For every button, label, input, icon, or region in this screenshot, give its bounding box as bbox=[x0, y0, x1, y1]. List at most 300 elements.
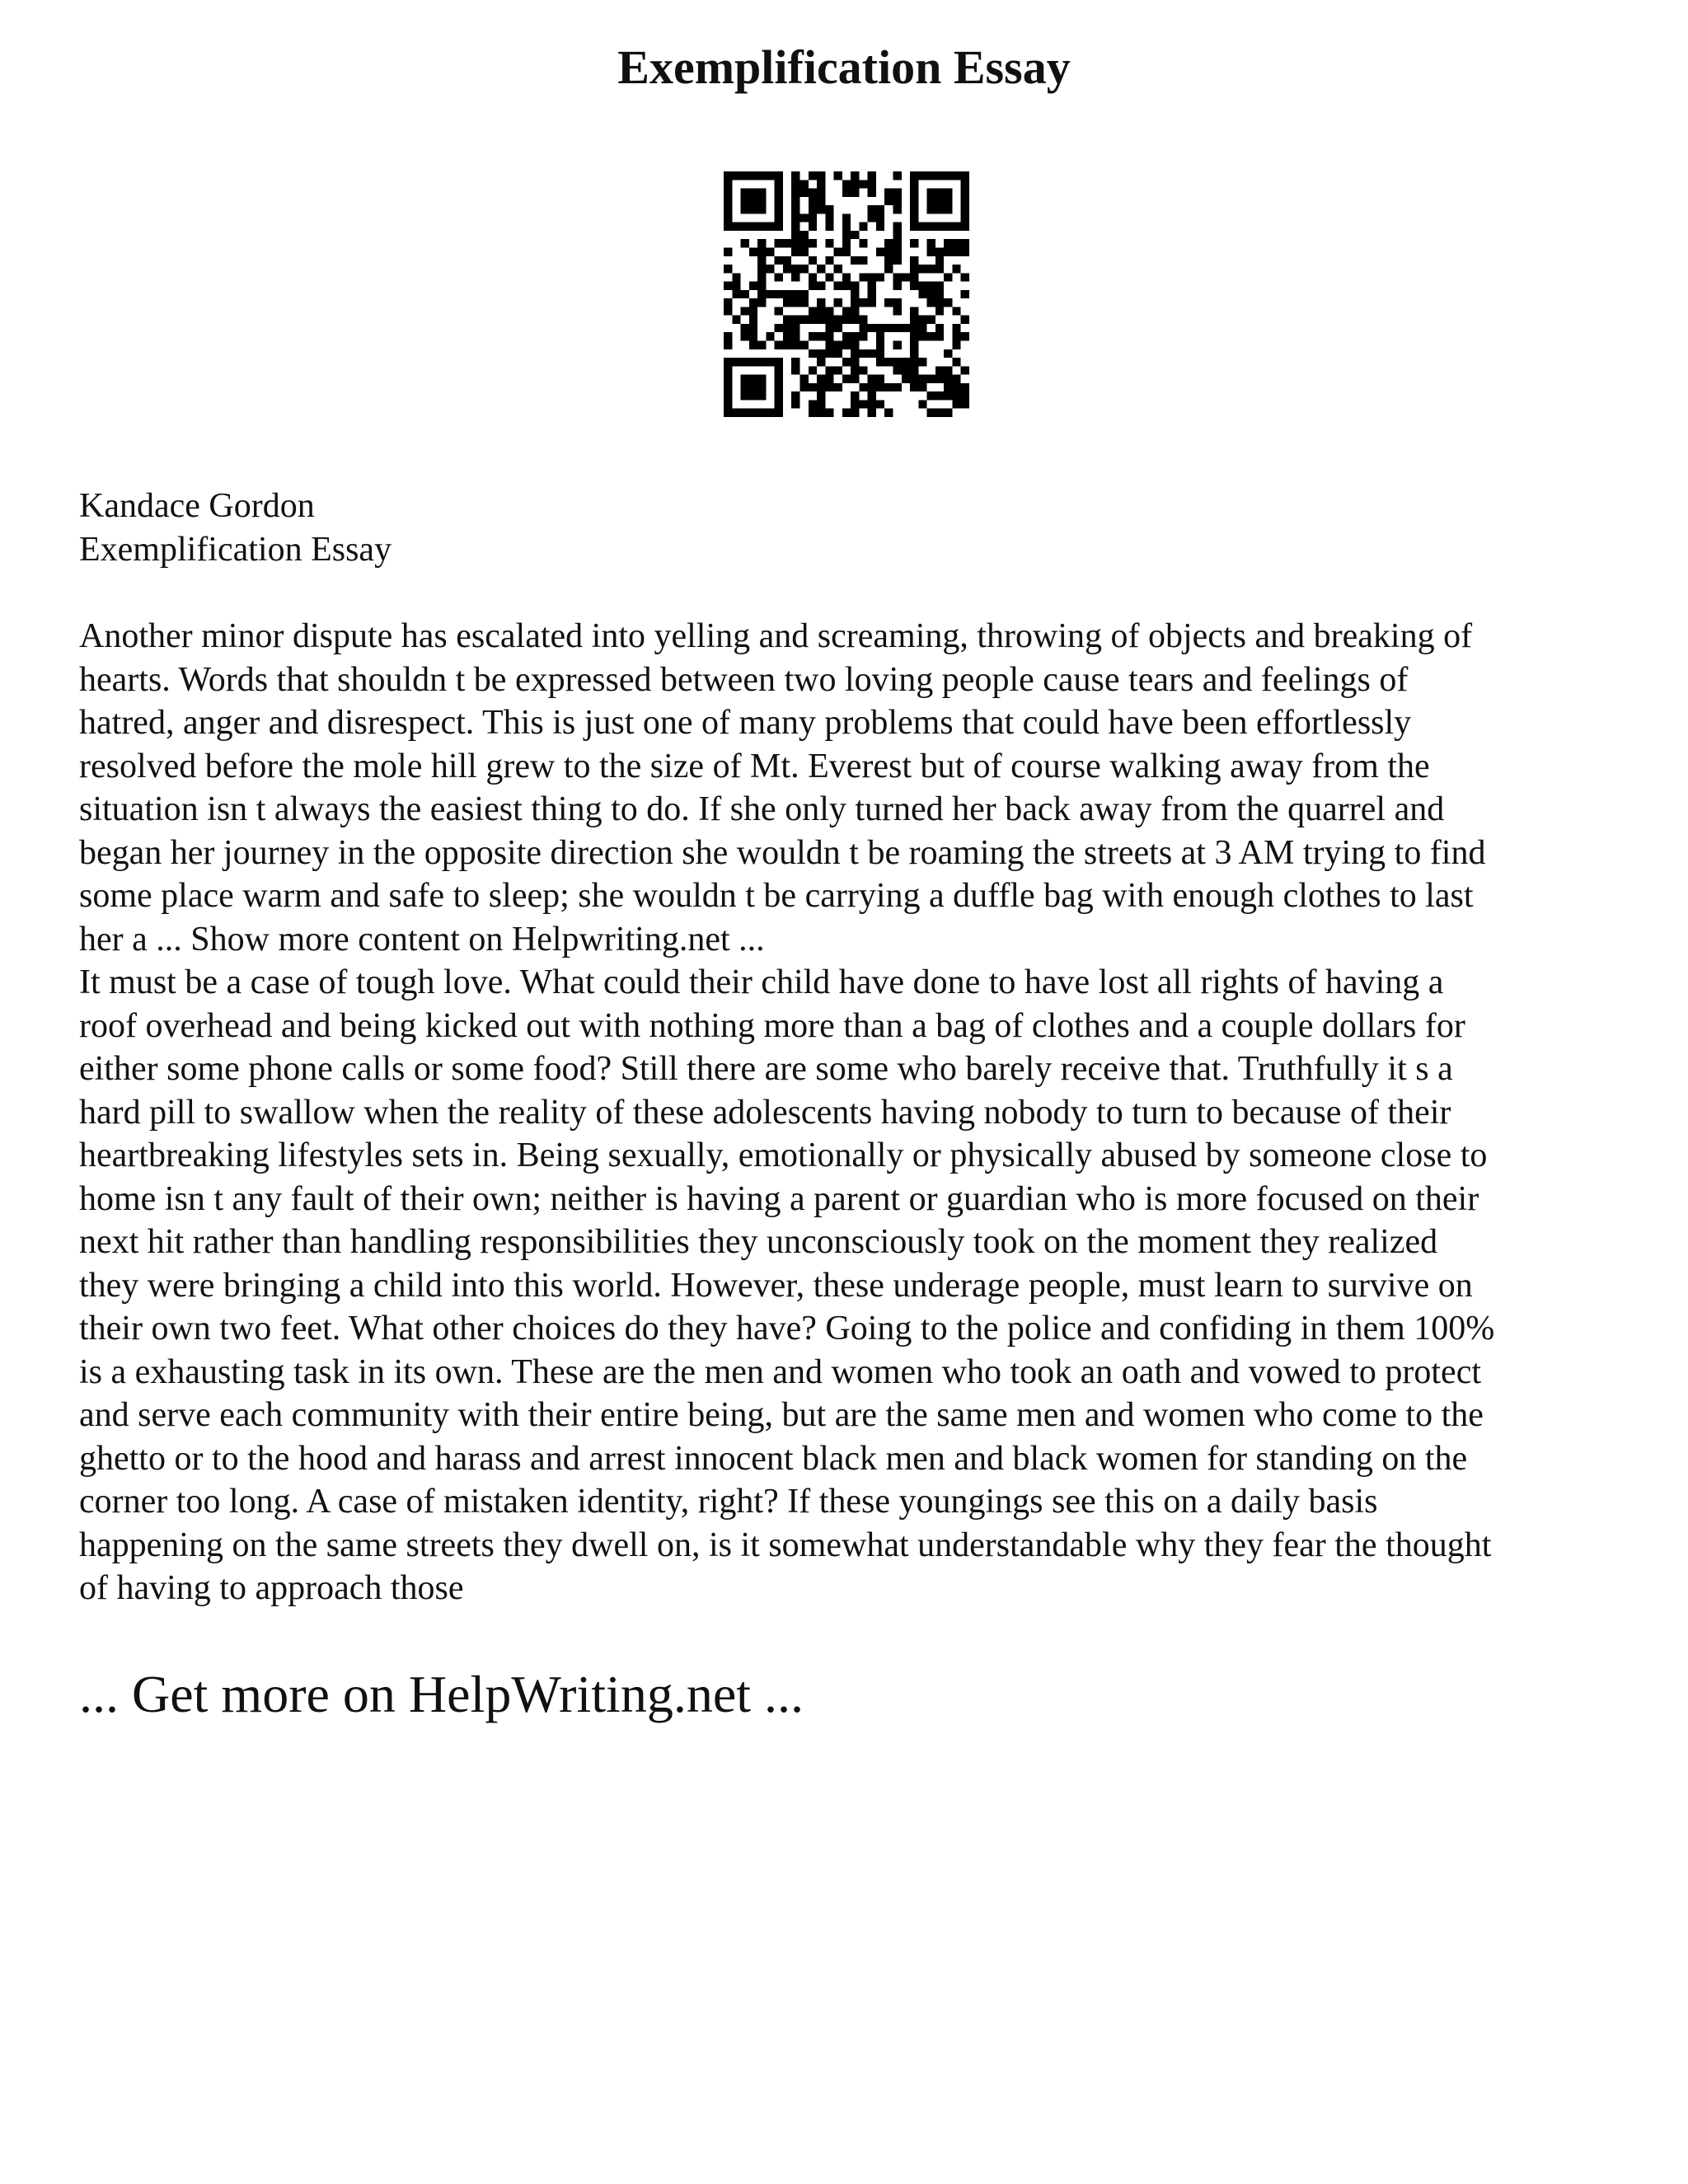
qr-module bbox=[732, 273, 740, 281]
qr-module bbox=[893, 341, 902, 349]
qr-module bbox=[825, 205, 833, 213]
qr-module bbox=[775, 358, 783, 366]
qr-module bbox=[842, 307, 851, 315]
qr-module bbox=[910, 375, 918, 383]
qr-module bbox=[799, 316, 808, 324]
qr-module bbox=[724, 282, 732, 290]
qr-module bbox=[927, 197, 935, 205]
qr-code-graphic bbox=[724, 171, 969, 417]
qr-module bbox=[842, 180, 851, 188]
qr-module bbox=[791, 400, 799, 408]
text-line: hearts. Words that shouldn t be expressed between two loving people cause tears and feelings of bbox=[79, 660, 1409, 699]
qr-module bbox=[927, 332, 935, 340]
text-line: began her journey in the opposite direction she wouldn t be roaming the streets at 3 AM trying to find bbox=[79, 833, 1486, 872]
qr-module bbox=[893, 223, 902, 231]
qr-module bbox=[783, 316, 791, 324]
qr-module bbox=[741, 205, 749, 213]
qr-module bbox=[893, 383, 902, 391]
qr-module bbox=[799, 298, 808, 307]
qr-module bbox=[961, 366, 969, 374]
qr-module bbox=[817, 409, 825, 417]
qr-module bbox=[791, 247, 799, 255]
qr-module bbox=[902, 366, 910, 374]
qr-module bbox=[724, 205, 732, 213]
qr-module bbox=[825, 273, 833, 281]
qr-module bbox=[876, 400, 884, 408]
qr-module bbox=[876, 349, 884, 358]
qr-module bbox=[927, 282, 935, 290]
qr-module bbox=[868, 409, 876, 417]
qr-module bbox=[851, 307, 859, 315]
paragraph-2 bbox=[79, 961, 1612, 1610]
qr-module bbox=[809, 366, 817, 374]
qr-module bbox=[918, 171, 926, 180]
qr-module bbox=[902, 324, 910, 332]
qr-module bbox=[775, 256, 783, 265]
qr-module bbox=[851, 332, 859, 340]
qr-module bbox=[910, 324, 918, 332]
qr-module bbox=[757, 223, 766, 231]
qr-module bbox=[910, 171, 918, 180]
qr-module bbox=[884, 256, 893, 265]
qr-module bbox=[799, 265, 808, 273]
qr-module bbox=[868, 375, 876, 383]
qr-module bbox=[935, 366, 944, 374]
qr-module bbox=[749, 197, 757, 205]
qr-module bbox=[825, 223, 833, 231]
essay-body bbox=[79, 615, 1612, 1610]
qr-module bbox=[724, 358, 732, 366]
qr-module bbox=[757, 290, 766, 298]
qr-module bbox=[799, 180, 808, 188]
qr-module bbox=[775, 213, 783, 222]
qr-module bbox=[918, 383, 926, 391]
qr-module bbox=[817, 189, 825, 197]
qr-module bbox=[757, 239, 766, 247]
qr-module bbox=[944, 375, 952, 383]
qr-module bbox=[944, 298, 952, 307]
text-line: heartbreaking lifestyles sets in. Being sexually, emotionally or physically abused by someone close to bbox=[79, 1137, 1488, 1174]
qr-module bbox=[749, 383, 757, 391]
qr-module bbox=[935, 324, 944, 332]
qr-module bbox=[859, 298, 867, 307]
qr-module bbox=[809, 205, 817, 213]
qr-module bbox=[935, 197, 944, 205]
qr-module bbox=[868, 324, 876, 332]
qr-module bbox=[944, 366, 952, 374]
qr-module bbox=[927, 205, 935, 213]
qr-module bbox=[775, 383, 783, 391]
qr-module bbox=[893, 189, 902, 197]
qr-module bbox=[842, 332, 851, 340]
qr-module bbox=[817, 307, 825, 315]
qr-module bbox=[724, 400, 732, 408]
qr-module bbox=[927, 375, 935, 383]
qr-module bbox=[868, 282, 876, 290]
qr-module bbox=[757, 171, 766, 180]
qr-module bbox=[749, 282, 757, 290]
qr-module bbox=[825, 239, 833, 247]
qr-module bbox=[799, 375, 808, 383]
qr-module bbox=[791, 298, 799, 307]
qr-module bbox=[851, 298, 859, 307]
qr-module bbox=[944, 273, 952, 281]
qr-module bbox=[749, 189, 757, 197]
qr-module bbox=[910, 205, 918, 213]
qr-module bbox=[724, 332, 732, 340]
qr-module bbox=[910, 273, 918, 281]
qr-module bbox=[868, 189, 876, 197]
qr-module bbox=[944, 197, 952, 205]
qr-module bbox=[842, 316, 851, 324]
text-line: of having to approach those bbox=[79, 1569, 464, 1607]
qr-module bbox=[927, 391, 935, 400]
qr-module bbox=[935, 282, 944, 290]
qr-module bbox=[799, 189, 808, 197]
text-line: hard pill to swallow when the reality of these adolescents having nobody to turn to because of their bbox=[79, 1093, 1451, 1132]
qr-module bbox=[961, 316, 969, 324]
qr-module bbox=[817, 400, 825, 408]
qr-module bbox=[952, 383, 960, 391]
qr-module bbox=[842, 273, 851, 281]
qr-module bbox=[791, 332, 799, 340]
qr-module bbox=[893, 273, 902, 281]
author-block bbox=[79, 485, 392, 572]
qr-module bbox=[842, 223, 851, 231]
qr-module bbox=[741, 358, 749, 366]
text-line: hatred, anger and disrespect. This is just one of many problems that could have been effortlessly bbox=[79, 704, 1412, 742]
qr-module bbox=[961, 332, 969, 340]
qr-module bbox=[910, 383, 918, 391]
qr-module bbox=[741, 239, 749, 247]
qr-module bbox=[952, 223, 960, 231]
qr-module bbox=[893, 205, 902, 213]
qr-module bbox=[834, 324, 842, 332]
qr-module bbox=[935, 189, 944, 197]
qr-module bbox=[961, 223, 969, 231]
qr-module bbox=[952, 391, 960, 400]
qr-module bbox=[732, 290, 740, 298]
qr-module bbox=[935, 307, 944, 315]
qr-module bbox=[791, 273, 799, 281]
qr-module bbox=[842, 282, 851, 290]
qr-module bbox=[749, 247, 757, 255]
qr-module bbox=[927, 247, 935, 255]
qr-module bbox=[927, 239, 935, 247]
qr-module bbox=[952, 400, 960, 408]
qr-module bbox=[825, 316, 833, 324]
qr-module bbox=[910, 282, 918, 290]
qr-module bbox=[817, 375, 825, 383]
qr-module bbox=[935, 391, 944, 400]
qr-module bbox=[935, 298, 944, 307]
qr-module bbox=[757, 273, 766, 281]
qr-module bbox=[724, 213, 732, 222]
text-line: their own two feet. What other choices do they have? Going to the police and confiding in them 100% bbox=[79, 1310, 1495, 1347]
qr-module bbox=[944, 189, 952, 197]
get-more-link[interactable]: ... Get more on HelpWriting.net ... bbox=[79, 1665, 804, 1723]
qr-module bbox=[825, 375, 833, 383]
qr-module bbox=[809, 239, 817, 247]
qr-module bbox=[775, 205, 783, 213]
qr-module bbox=[732, 282, 740, 290]
qr-module bbox=[902, 273, 910, 281]
qr-module bbox=[876, 341, 884, 349]
qr-module bbox=[724, 341, 732, 349]
qr-module bbox=[944, 349, 952, 358]
qr-module bbox=[766, 332, 774, 340]
qr-module bbox=[876, 273, 884, 281]
qr-module bbox=[834, 366, 842, 374]
qr-module bbox=[749, 332, 757, 340]
qr-module bbox=[817, 358, 825, 366]
show-more-line: her a ... Show more content on Helpwriting.net ... bbox=[79, 920, 765, 958]
qr-module bbox=[918, 400, 926, 408]
qr-module bbox=[741, 171, 749, 180]
qr-module bbox=[961, 290, 969, 298]
qr-module bbox=[918, 282, 926, 290]
qr-module bbox=[868, 213, 876, 222]
qr-module bbox=[893, 171, 902, 180]
qr-module bbox=[952, 307, 960, 315]
qr-module bbox=[859, 256, 867, 265]
qr-module bbox=[952, 239, 960, 247]
qr-module bbox=[859, 349, 867, 358]
qr-module bbox=[944, 383, 952, 391]
qr-module bbox=[757, 256, 766, 265]
qr-module bbox=[961, 391, 969, 400]
qr-module bbox=[868, 171, 876, 180]
qr-module bbox=[927, 409, 935, 417]
qr-module bbox=[842, 239, 851, 247]
qr-module bbox=[741, 324, 749, 332]
qr-module bbox=[935, 256, 944, 265]
qr-module bbox=[809, 282, 817, 290]
text-line: It must be a case of tough love. What could their child have done to have lost all rights of having a bbox=[79, 963, 1444, 1001]
qr-module bbox=[910, 349, 918, 358]
qr-module bbox=[918, 324, 926, 332]
qr-module bbox=[927, 298, 935, 307]
qr-module bbox=[935, 290, 944, 298]
qr-module bbox=[910, 265, 918, 273]
qr-module bbox=[783, 298, 791, 307]
qr-module bbox=[876, 324, 884, 332]
author-name: Kandace Gordon bbox=[79, 487, 315, 525]
qr-module bbox=[842, 213, 851, 222]
qr-module bbox=[817, 332, 825, 340]
qr-module bbox=[741, 197, 749, 205]
qr-module bbox=[927, 290, 935, 298]
essay-subtitle: Exemplification Essay bbox=[79, 531, 392, 569]
qr-module bbox=[749, 205, 757, 213]
qr-module bbox=[724, 409, 732, 417]
qr-module bbox=[775, 171, 783, 180]
qr-module bbox=[961, 205, 969, 213]
qr-module bbox=[741, 409, 749, 417]
qr-module bbox=[791, 231, 799, 239]
qr-module bbox=[809, 349, 817, 358]
paragraph-1 bbox=[79, 615, 1612, 961]
qr-module bbox=[766, 409, 774, 417]
qr-module bbox=[825, 383, 833, 391]
qr-module bbox=[757, 383, 766, 391]
qr-module bbox=[724, 391, 732, 400]
qr-module bbox=[749, 298, 757, 307]
qr-module bbox=[952, 247, 960, 255]
qr-module bbox=[876, 358, 884, 366]
qr-module bbox=[825, 307, 833, 315]
text-line: either some phone calls or some food? Still there are some who barely receive that. Truthfully it s a bbox=[79, 1050, 1453, 1088]
qr-module bbox=[809, 273, 817, 281]
qr-module bbox=[783, 239, 791, 247]
qr-module bbox=[783, 265, 791, 273]
qr-module bbox=[944, 171, 952, 180]
text-line: resolved before the mole hill grew to the size of Mt. Everest but of course walking away from the bbox=[79, 747, 1430, 785]
qr-module bbox=[893, 247, 902, 255]
qr-module bbox=[859, 400, 867, 408]
qr-module bbox=[724, 197, 732, 205]
qr-module bbox=[884, 324, 893, 332]
qr-module bbox=[791, 197, 799, 205]
qr-module bbox=[775, 324, 783, 332]
qr-module bbox=[834, 349, 842, 358]
qr-module bbox=[775, 366, 783, 374]
qr-module bbox=[842, 189, 851, 197]
qr-module bbox=[910, 307, 918, 315]
qr-module bbox=[868, 290, 876, 298]
qr-module bbox=[851, 282, 859, 290]
qr-module bbox=[902, 375, 910, 383]
qr-module bbox=[884, 383, 893, 391]
qr-module bbox=[791, 290, 799, 298]
qr-module bbox=[757, 341, 766, 349]
qr-module bbox=[910, 197, 918, 205]
qr-module bbox=[893, 239, 902, 247]
qr-module bbox=[944, 247, 952, 255]
qr-module bbox=[952, 341, 960, 349]
qr-module bbox=[834, 341, 842, 349]
qr-module bbox=[851, 290, 859, 298]
qr-module bbox=[732, 316, 740, 324]
qr-module bbox=[834, 298, 842, 307]
qr-module bbox=[749, 391, 757, 400]
qr-module bbox=[884, 189, 893, 197]
qr-module bbox=[817, 282, 825, 290]
qr-module bbox=[791, 171, 799, 180]
qr-module bbox=[775, 239, 783, 247]
qr-module bbox=[724, 247, 732, 255]
text-line: roof overhead and being kicked out with nothing more than a bag of clothes and a couple dollars for bbox=[79, 1006, 1465, 1045]
qr-module bbox=[918, 290, 926, 298]
qr-module bbox=[842, 409, 851, 417]
qr-module bbox=[809, 307, 817, 315]
qr-module bbox=[851, 171, 859, 180]
qr-module bbox=[783, 290, 791, 298]
qr-module bbox=[893, 197, 902, 205]
qr-module bbox=[944, 223, 952, 231]
qr-module bbox=[809, 256, 817, 265]
qr-module bbox=[876, 375, 884, 383]
qr-module bbox=[851, 341, 859, 349]
qr-module bbox=[910, 213, 918, 222]
qr-module bbox=[910, 341, 918, 349]
qr-module bbox=[825, 213, 833, 222]
qr-module bbox=[749, 358, 757, 366]
qr-module bbox=[741, 332, 749, 340]
qr-module bbox=[893, 366, 902, 374]
qr-module bbox=[724, 307, 732, 315]
text-line: ghetto or to the hood and harass and arrest innocent black men and black women for standing on the bbox=[79, 1439, 1468, 1478]
qr-module bbox=[757, 298, 766, 307]
qr-module bbox=[825, 256, 833, 265]
qr-module bbox=[961, 189, 969, 197]
qr-module bbox=[783, 324, 791, 332]
qr-module bbox=[918, 332, 926, 340]
qr-module bbox=[775, 400, 783, 408]
qr-module bbox=[859, 239, 867, 247]
text-line: they were bringing a child into this world. However, these underage people, must learn to survive on bbox=[79, 1266, 1473, 1305]
qr-module bbox=[775, 409, 783, 417]
qr-module bbox=[825, 324, 833, 332]
qr-module bbox=[817, 205, 825, 213]
qr-module bbox=[910, 180, 918, 188]
qr-module bbox=[791, 316, 799, 324]
qr-module bbox=[724, 180, 732, 188]
qr-module bbox=[825, 349, 833, 358]
qr-module bbox=[859, 273, 867, 281]
qr-module bbox=[851, 391, 859, 400]
qr-module bbox=[799, 383, 808, 391]
qr-module bbox=[944, 409, 952, 417]
qr-module bbox=[935, 265, 944, 273]
qr-module bbox=[799, 341, 808, 349]
qr-module bbox=[851, 189, 859, 197]
qr-module bbox=[893, 256, 902, 265]
qr-module bbox=[791, 239, 799, 247]
qr-module bbox=[868, 383, 876, 391]
document-title: Exemplification Essay bbox=[617, 40, 1071, 94]
qr-module bbox=[952, 375, 960, 383]
qr-module bbox=[893, 231, 902, 239]
qr-module bbox=[749, 341, 757, 349]
qr-module bbox=[825, 341, 833, 349]
qr-module bbox=[961, 400, 969, 408]
qr-module bbox=[775, 223, 783, 231]
qr-module bbox=[817, 316, 825, 324]
qr-module bbox=[809, 223, 817, 231]
text-line: corner too long. A case of mistaken identity, right? If these youngings see this on a daily basis bbox=[79, 1483, 1378, 1521]
qr-module bbox=[791, 189, 799, 197]
qr-module bbox=[868, 180, 876, 188]
qr-module bbox=[859, 366, 867, 374]
qr-module bbox=[757, 358, 766, 366]
qr-module bbox=[884, 358, 893, 366]
qr-module bbox=[757, 391, 766, 400]
qr-module bbox=[910, 223, 918, 231]
qr-module bbox=[809, 316, 817, 324]
qr-module bbox=[749, 223, 757, 231]
qr-module bbox=[724, 171, 732, 180]
qr-module bbox=[825, 409, 833, 417]
qr-module bbox=[910, 316, 918, 324]
qr-module bbox=[732, 409, 740, 417]
qr-module bbox=[757, 205, 766, 213]
qr-module bbox=[775, 375, 783, 383]
qr-module bbox=[851, 409, 859, 417]
qr-module bbox=[799, 290, 808, 298]
qr-module bbox=[749, 324, 757, 332]
qr-module bbox=[851, 366, 859, 374]
